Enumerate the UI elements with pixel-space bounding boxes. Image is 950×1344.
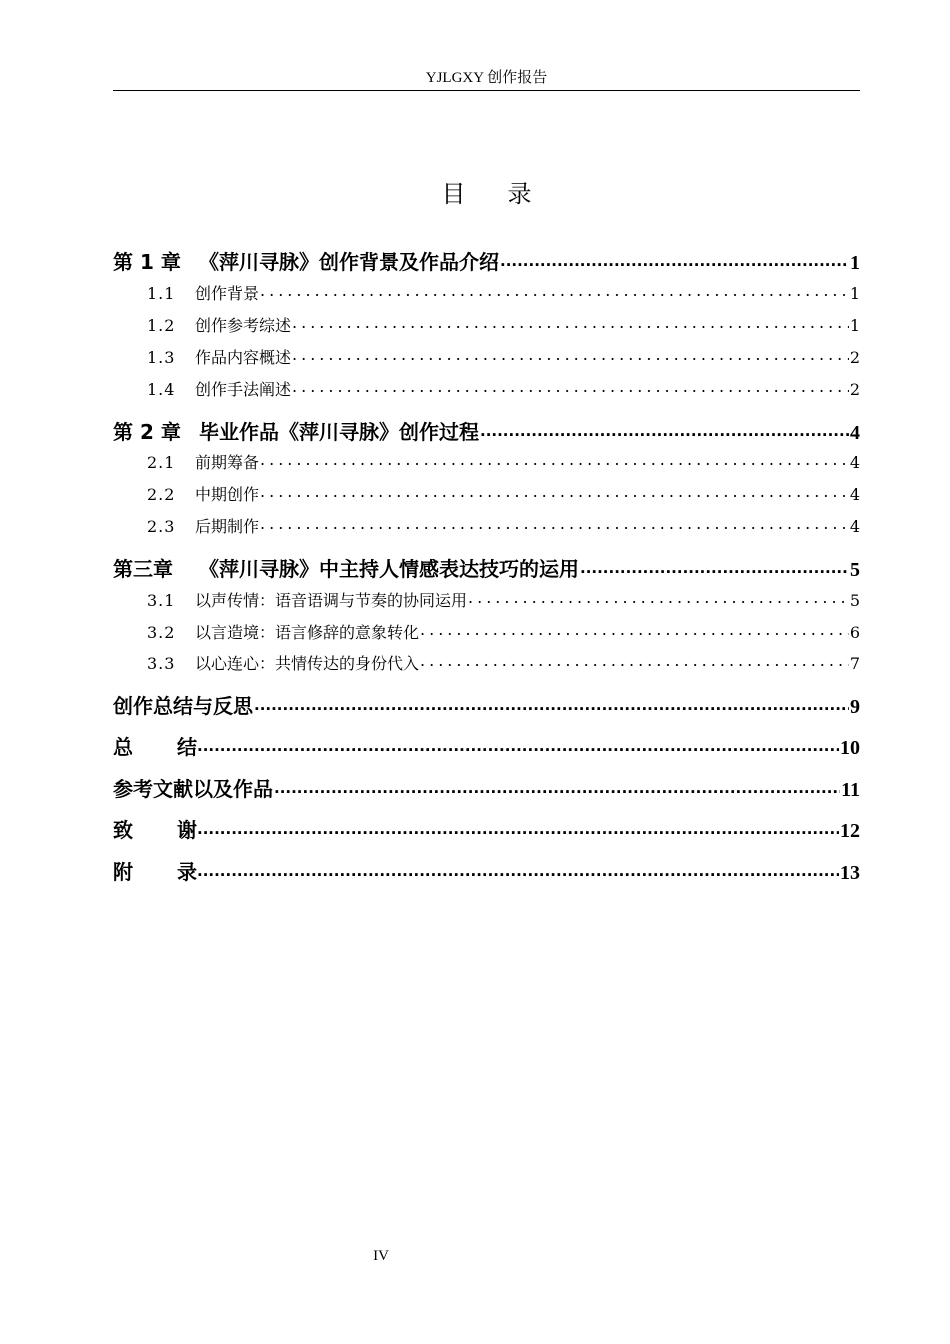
toc-dot-leader [420, 653, 849, 669]
toc-title: 目录 [441, 180, 574, 208]
toc-dot-leader [420, 622, 849, 638]
toc-entry-number: 1.4 [147, 380, 176, 399]
toc-entry-number: 2.1 [147, 453, 176, 472]
toc-dot-leader [292, 347, 849, 363]
toc-entry-label: 后期制作 [195, 517, 260, 536]
toc-entry-label: 总结 [113, 735, 241, 759]
toc-entry-page: 1 [850, 252, 860, 274]
toc-entry-page: 1 [849, 284, 860, 303]
toc-entry-section-2-2[interactable] [113, 482, 860, 504]
toc-entry-section-1-2[interactable] [113, 313, 860, 335]
toc-entry-chapter-1[interactable] [113, 246, 860, 274]
toc-entry-page: 4 [849, 453, 860, 472]
toc-entry-page: 4 [850, 422, 860, 444]
toc-entry-label: 《萍川寻脉》中主持人情感表达技巧的运用 [199, 557, 579, 581]
toc-entry-page: 4 [849, 485, 860, 504]
toc-entry-chapter-3[interactable] [113, 553, 860, 581]
toc-entry-references[interactable] [113, 773, 860, 801]
toc-entry-section-3-2[interactable] [113, 620, 860, 642]
toc-entry-section-1-3[interactable] [113, 345, 860, 367]
toc-entry-label: 以言造境：语言修辞的意象转化 [195, 623, 420, 642]
toc-entry-label: 致谢 [113, 818, 241, 842]
toc-entry-section-1-4[interactable] [113, 377, 860, 399]
toc-entry-number: 第 1 章 [113, 250, 181, 274]
toc-entry-page: 9 [850, 696, 860, 718]
toc-entry-section-3-3[interactable] [113, 651, 860, 673]
toc-entry-number: 1.2 [147, 316, 176, 335]
toc-dot-leader [260, 283, 849, 299]
toc-dot-leader [260, 516, 849, 532]
toc-entry-number: 第三章 [113, 557, 173, 581]
toc-dot-leader [197, 817, 839, 837]
header-rule [113, 90, 860, 91]
toc-entry-number: 第 2 章 [113, 420, 181, 444]
toc-entry-label: 以声传情：语音语调与节奏的协同运用 [195, 591, 468, 610]
toc-entry-label: 参考文献以及作品 [113, 777, 273, 801]
toc-entry-page: 2 [849, 348, 860, 367]
toc-dot-leader [254, 693, 849, 713]
toc-entry-page: 13 [840, 862, 860, 884]
toc-entry-label: 附录 [113, 860, 241, 884]
toc-dot-leader [292, 315, 849, 331]
toc-entry-page: 1 [849, 316, 860, 335]
toc-entry-label: 前期筹备 [195, 453, 260, 472]
toc-entry-number: 3.3 [147, 654, 176, 673]
toc-entry-label: 创作参考综述 [195, 316, 292, 335]
toc-entry-number: 3.2 [147, 623, 176, 642]
toc-dot-leader [480, 419, 849, 439]
toc-dot-leader [260, 452, 849, 468]
toc-entry-page: 2 [849, 380, 860, 399]
page-header: YJLGXY 创作报告 [425, 70, 548, 86]
toc-dot-leader [197, 859, 839, 879]
toc-entry-number: 1.1 [147, 284, 176, 303]
toc-entry-label: 创作背景 [195, 284, 260, 303]
toc-entry-chapter-2[interactable] [113, 416, 860, 444]
toc-entry-appendix[interactable] [113, 856, 860, 884]
toc-dot-leader [468, 590, 849, 606]
page-number-footer: IV [373, 1248, 389, 1264]
toc-entry-page: 7 [849, 654, 860, 673]
toc-entry-number: 3.1 [147, 591, 176, 610]
toc-entry-summary-reflection[interactable] [113, 690, 860, 718]
toc-entry-label: 创作总结与反思 [113, 694, 253, 718]
toc-entry-acknowledgements[interactable] [113, 814, 860, 842]
toc-entry-label: 创作手法阐述 [195, 380, 292, 399]
toc-entry-number: 2.2 [147, 485, 176, 504]
toc-entry-page: 11 [841, 779, 860, 801]
toc-entry-page: 12 [840, 820, 860, 842]
toc-entry-page: 5 [850, 559, 860, 581]
toc-entry-number: 1.3 [147, 348, 176, 367]
toc-dot-leader [580, 556, 849, 576]
toc-entry-page: 10 [840, 737, 860, 759]
toc-entry-section-1-1[interactable] [113, 281, 860, 303]
toc-entry-label: 以心连心：共情传达的身份代入 [195, 654, 420, 673]
toc-entry-section-2-1[interactable] [113, 450, 860, 472]
toc-entry-conclusion[interactable] [113, 731, 860, 759]
toc-entry-label: 《萍川寻脉》创作背景及作品介绍 [199, 250, 499, 274]
toc-entry-page: 5 [849, 591, 860, 610]
toc-entry-number: 2.3 [147, 517, 176, 536]
toc-entry-label: 中期创作 [195, 485, 260, 504]
toc-dot-leader [500, 249, 849, 269]
toc-entry-section-3-1[interactable] [113, 588, 860, 610]
toc-dot-leader [197, 734, 839, 754]
toc-dot-leader [260, 484, 849, 500]
toc-entry-page: 6 [849, 623, 860, 642]
toc-entry-label: 毕业作品《萍川寻脉》创作过程 [199, 420, 479, 444]
toc-dot-leader [292, 379, 849, 395]
toc-entry-label: 作品内容概述 [195, 348, 292, 367]
toc-dot-leader [274, 776, 840, 796]
toc-entry-section-2-3[interactable] [113, 514, 860, 536]
toc-entry-page: 4 [849, 517, 860, 536]
